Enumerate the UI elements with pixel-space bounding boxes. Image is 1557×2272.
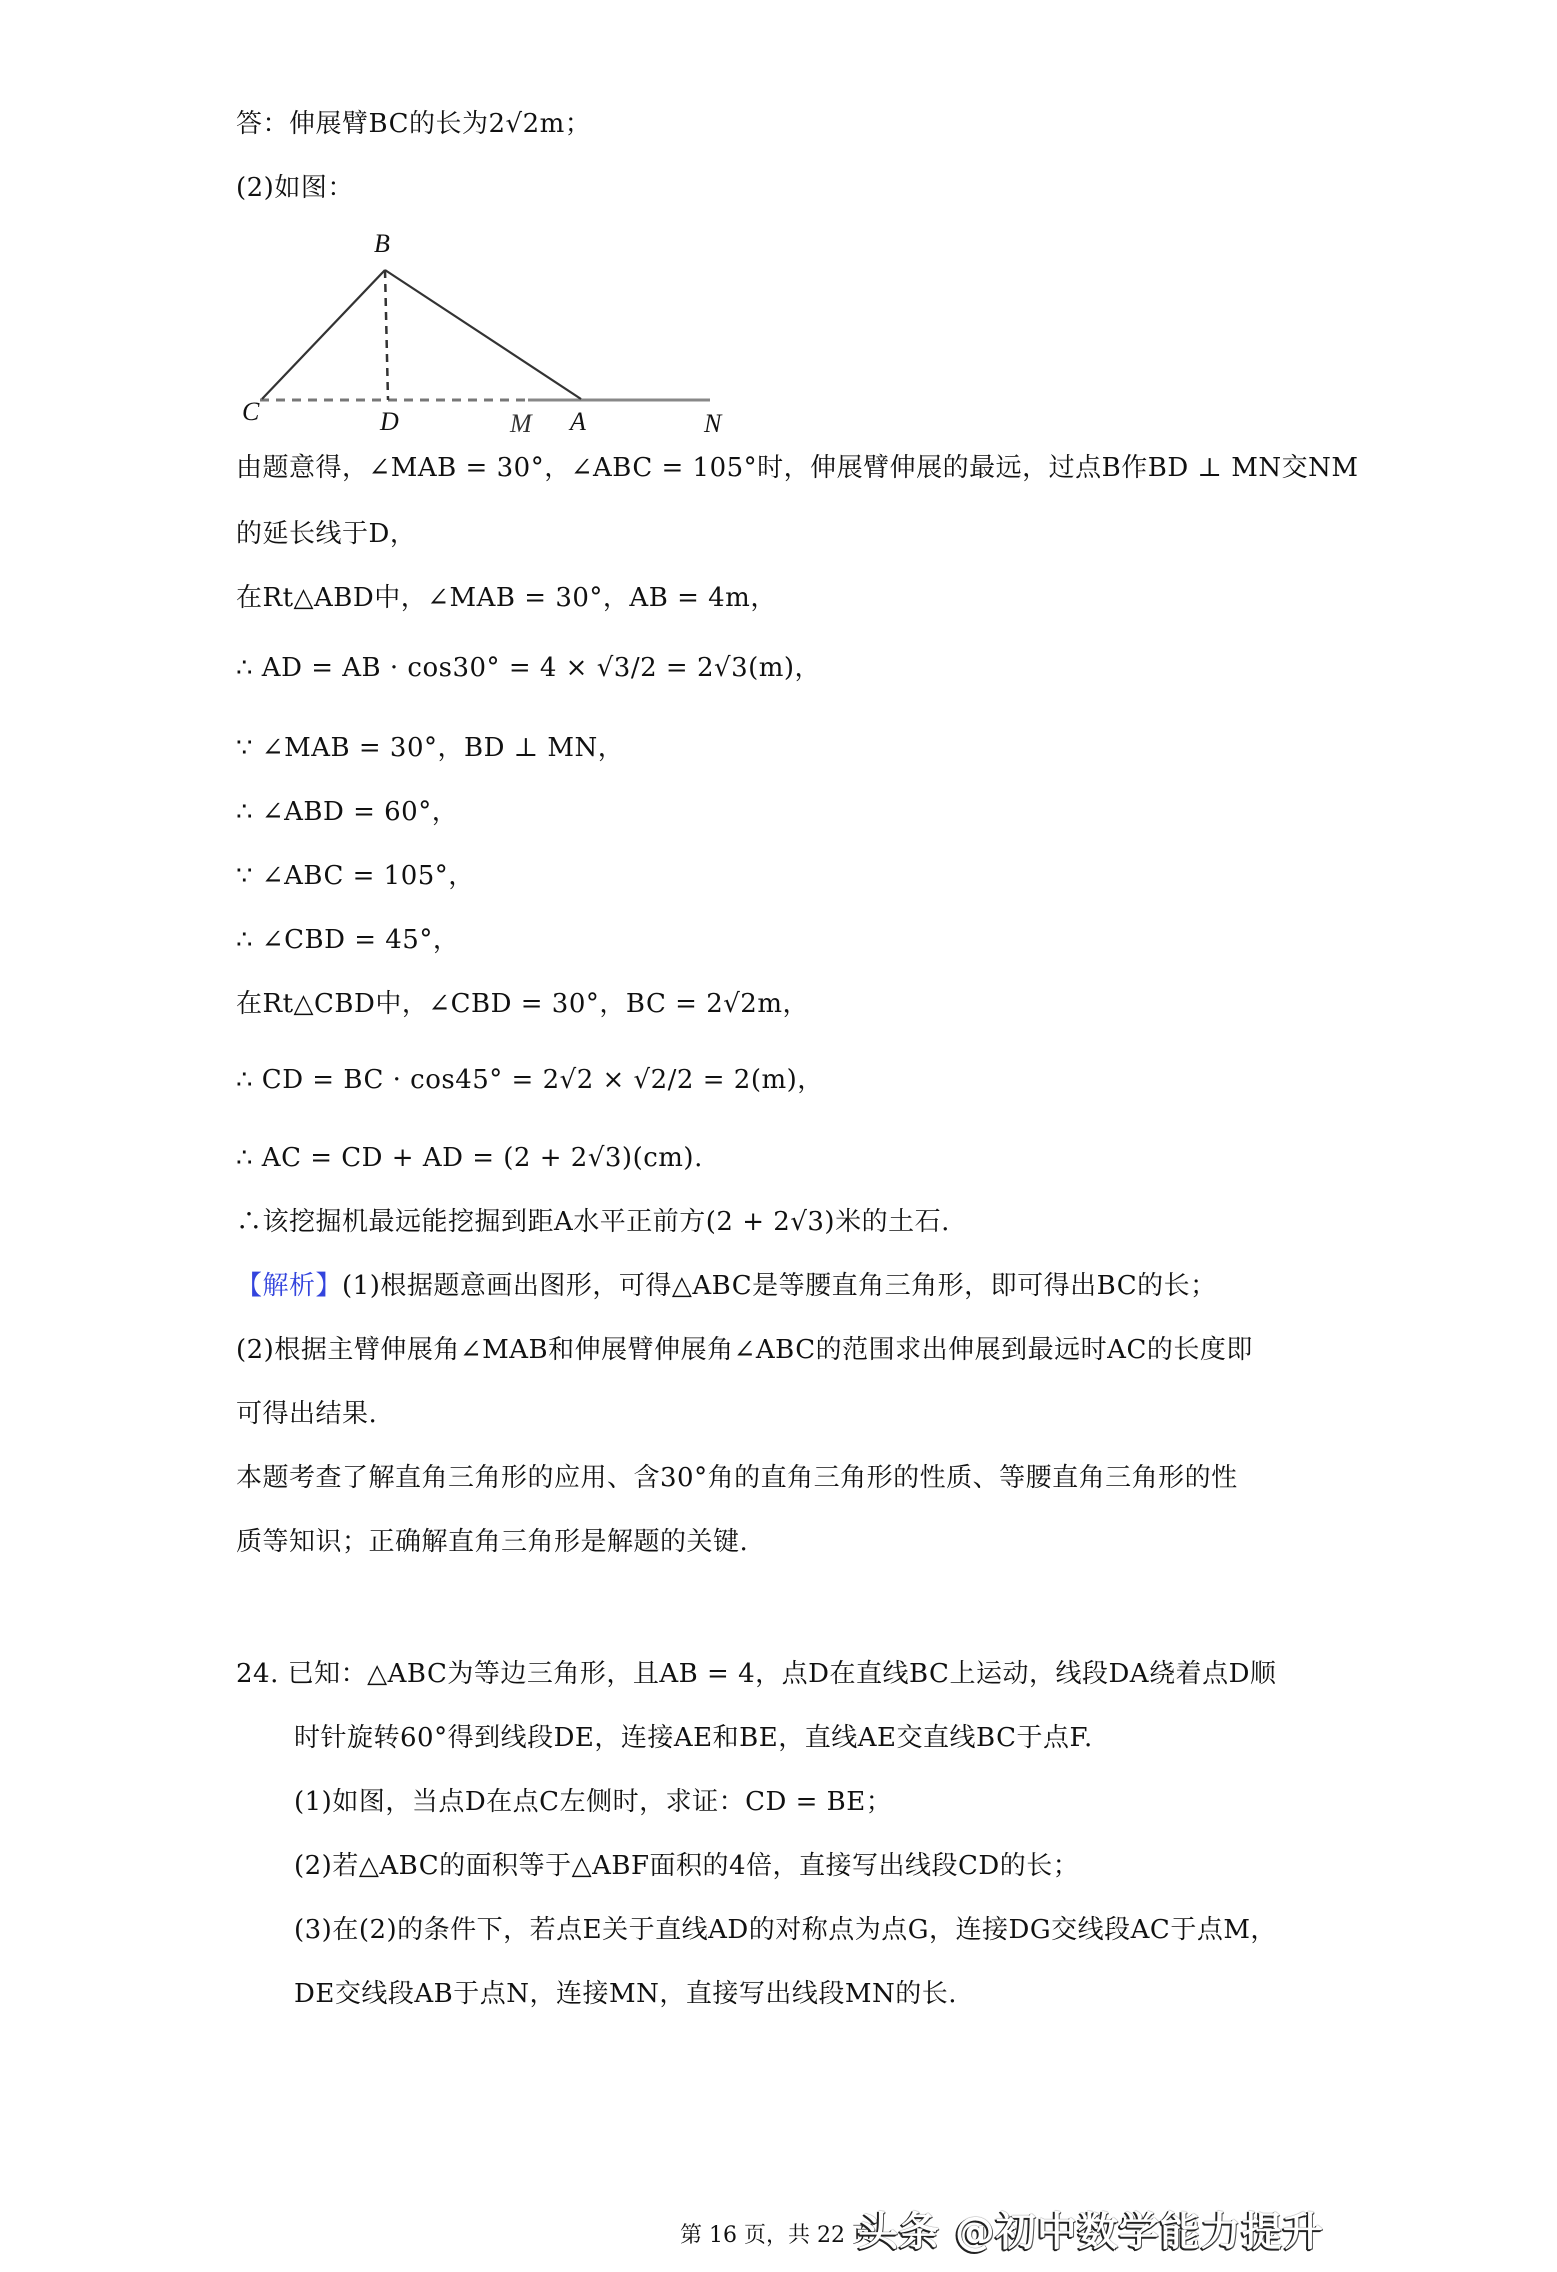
label-B: B <box>374 229 390 258</box>
label-A: A <box>570 407 586 436</box>
question-24-sub-1: (1)如图，当点D在点C左侧时，求证：CD = BE； <box>294 1787 893 1817</box>
solution-line-7: ∵ ∠ABC = 105°， <box>236 861 475 891</box>
question-24-sub-2: (2)若△ABC的面积等于△ABF面积的4倍，直接写出线段CD的长； <box>294 1851 1080 1881</box>
label-D: D <box>380 407 399 436</box>
question-24-line-2: 时针旋转60°得到线段DE，连接AE和BE，直线AE交直线BC于点F. <box>294 1723 1093 1753</box>
question-number: 24. <box>236 1659 279 1689</box>
solution-line-1: 由题意得，∠MAB = 30°，∠ABC = 105°时，伸展臂伸展的最远，过点B作BD ⊥ MN交NM <box>236 453 1359 483</box>
answer-text: 答：伸展臂BC的长为2√2m； <box>236 109 592 139</box>
analysis-line-5: 质等知识；正确解直角三角形是解题的关键. <box>236 1527 749 1557</box>
question-24-sub-3a: (3)在(2)的条件下，若点E关于直线AD的对称点为点G，连接DG交线段AC于点M， <box>294 1915 1277 1945</box>
watermark: 头条 @初中数学能力提升 <box>858 2209 1324 2255</box>
triangle-diagram <box>228 218 748 438</box>
question-24-sub-3b: DE交线段AB于点N，连接MN，直接写出线段MN的长. <box>294 1979 957 2009</box>
geometry-figure <box>228 218 748 438</box>
page-indicator: 第 16 页，共 22 页 <box>680 2223 874 2248</box>
solution-line-3: 在Rt△ABD中，∠MAB = 30°，AB = 4m， <box>236 583 777 613</box>
solution-conclusion: ∴该挖掘机最远能挖掘到距A水平正前方(2 + 2√3)米的土石. <box>236 1207 950 1237</box>
solution-line-6: ∴ ∠ABD = 60°， <box>236 797 459 827</box>
question-24-line-1 <box>236 1656 1276 1692</box>
analysis-line-3: 可得出结果. <box>236 1399 378 1429</box>
solution-line-4: ∴ AD = AB · cos30° = 4 × √3/2 = 2√3(m)， <box>236 653 822 683</box>
solution-line-8: ∴ ∠CBD = 45°， <box>236 925 460 955</box>
part2-heading: (2)如图： <box>236 173 354 203</box>
analysis-tag: 【解析】 <box>236 1271 343 1301</box>
analysis-line-2: (2)根据主臂伸展角∠MAB和伸展臂伸展角∠ABC的范围求出伸展到最远时AC的长度即 <box>236 1335 1253 1365</box>
answer-line <box>236 106 591 142</box>
analysis-line-4: 本题考查了解直角三角形的应用、含30°角的直角三角形的性质、等腰直角三角形的性 <box>236 1463 1238 1493</box>
analysis-line-1 <box>236 1268 1217 1304</box>
question-24-text-1: 已知：△ABC为等边三角形，且AB = 4，点D在直线BC上运动，线段DA绕着点D顺 <box>287 1659 1277 1689</box>
solution-line-5: ∵ ∠MAB = 30°，BD ⊥ MN， <box>236 733 625 763</box>
solution-line-9: 在Rt△CBD中，∠CBD = 30°，BC = 2√2m， <box>236 989 809 1019</box>
solution-line-11: ∴ AC = CD + AD = (2 + 2√3)(cm). <box>236 1143 703 1173</box>
solution-line-2: 的延长线于D， <box>236 519 417 549</box>
analysis-text-1: (1)根据题意画出图形，可得△ABC是等腰直角三角形，即可得出BC的长； <box>342 1271 1217 1301</box>
label-N: N <box>704 409 722 438</box>
label-M: M <box>510 409 532 438</box>
label-C: C <box>242 397 260 426</box>
solution-line-10: ∴ CD = BC · cos45° = 2√2 × √2/2 = 2(m)， <box>236 1065 824 1095</box>
